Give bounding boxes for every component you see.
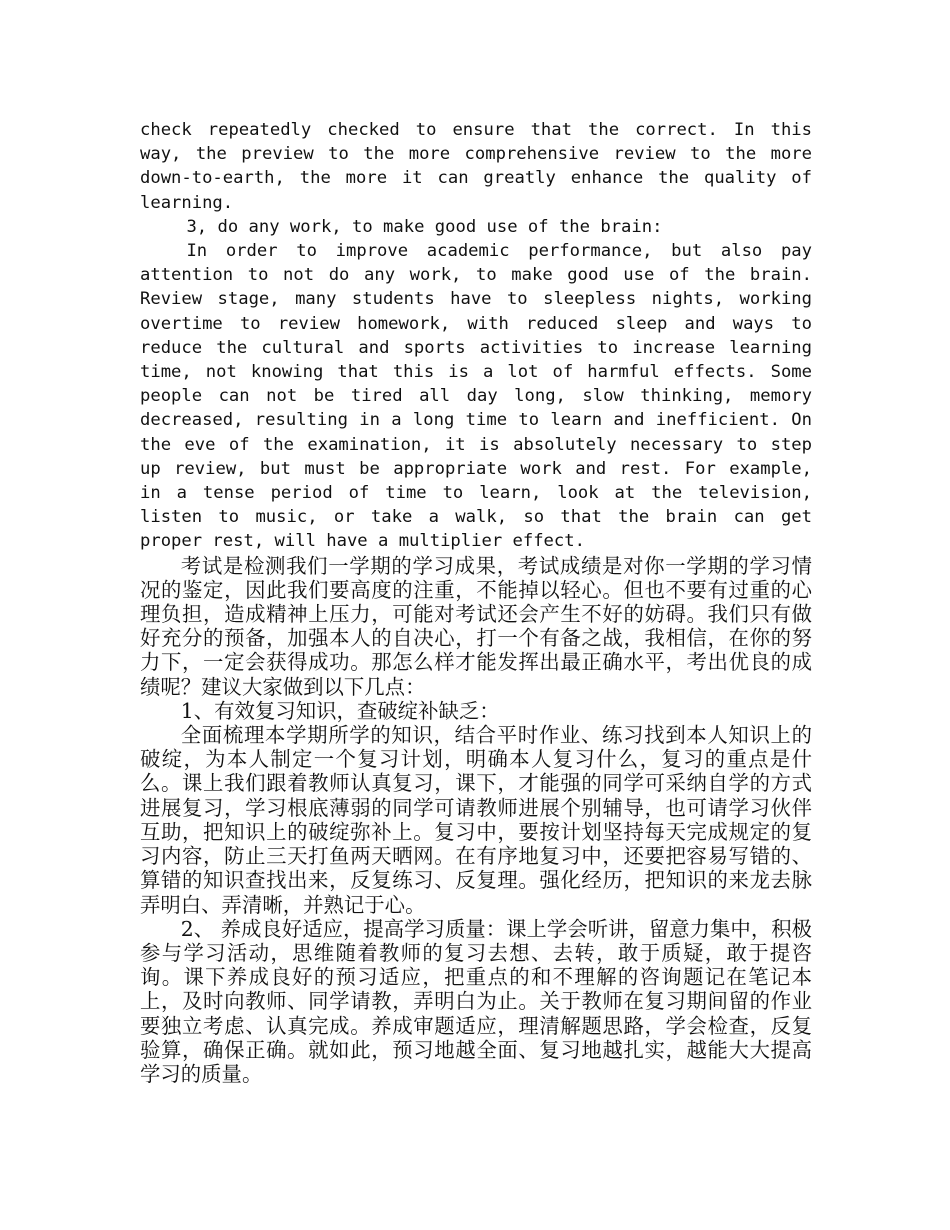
en-paragraph-continuation: check repeatedly checked to ensure that the correct. In this way, the preview to the more comprehensive review to the more down-to-earth, the more it can greatly enhance the quality of learning.	[140, 120, 812, 213]
zh-section-heading-1: 1、有效复习知识，查破绽补缺乏：	[180, 698, 500, 723]
zh-paragraph-habits: 2、 养成良好适应，提高学习质量：课上学会听讲，留意力集中，积极参与学习活动，思维随着教师的复习去想、去转，敢于质疑，敢于提咨询。课下养成良好的预习适应，把重点的和不理解的咨询题记在笔记本上，及时向教师、同学请教，弄明白为止。关于教师在复习期间留的作业要独立考虑、认真完成。养成审题适应，理清解题思路，学会检查，反复验算，确保正确。就如此，预习地越全面、复习地越扎实，越能大大提高学习的质量。	[140, 916, 812, 1086]
en-section-heading: 3, do any work, to make good use of the brain:	[186, 216, 663, 237]
zh-intro-paragraph: 考试是检测我们一学期的学习成果，考试成绩是对你一学期的学习情况的鉴定，因此我们要高度的注重，不能掉以轻心。但也不要有过重的心理负担，造成精神上压力，可能对考试还会产生不好的妨碍。我们只有做好充分的预备，加强本人的自决心，打一个有备之战，我相信，在你的努力下，一定会获得成功。那怎么样才能发挥出最正确水平，考出优良的成绩呢？建议大家做到以下几点：	[140, 553, 812, 699]
zh-paragraph-review: 全面梳理本学期所学的知识，结合平时作业、练习找到本人知识上的破绽，为本人制定一个复习计划，明确本人复习什么，复习的重点是什么。课上我们跟着教师认真复习，课下，才能强的同学可采纳自学的方式进展复习，学习根底薄弱的同学可请教师进展个别辅导，也可请学习伙伴互助，把知识上的破绽弥补上。复习中，要按计划坚持每天完成规定的复习内容，防止三天打鱼两天晒网。在有序地复习中，还要把容易写错的、算错的知识查找出来，反复练习、反复理。强化经历，把知识的来龙去脉弄明白、弄清晰，并熟记于心。	[140, 723, 812, 917]
en-paragraph-body: In order to improve academic performance, but also pay attention to not do any work, to make good use of the brain. Review stage, many students have to sleepless nights, working overtime to review homework, with reduced sleep and ways to reduce the cultural and sports activities to increase learning time, not knowing that this is a lot of harmful effects. Some people can not be tired all day long, slow thinking, memory decreased, resulting in a long time to learn and inefficient. On the eve of the examination, it is absolutely necessary to step up review, but must be appropriate work and rest. For example, in a tense period of time to learn, look at the television, listen to music, or take a walk, so that the brain can get proper rest, will have a multiplier effect.	[140, 241, 812, 552]
document-page	[140, 118, 812, 1086]
